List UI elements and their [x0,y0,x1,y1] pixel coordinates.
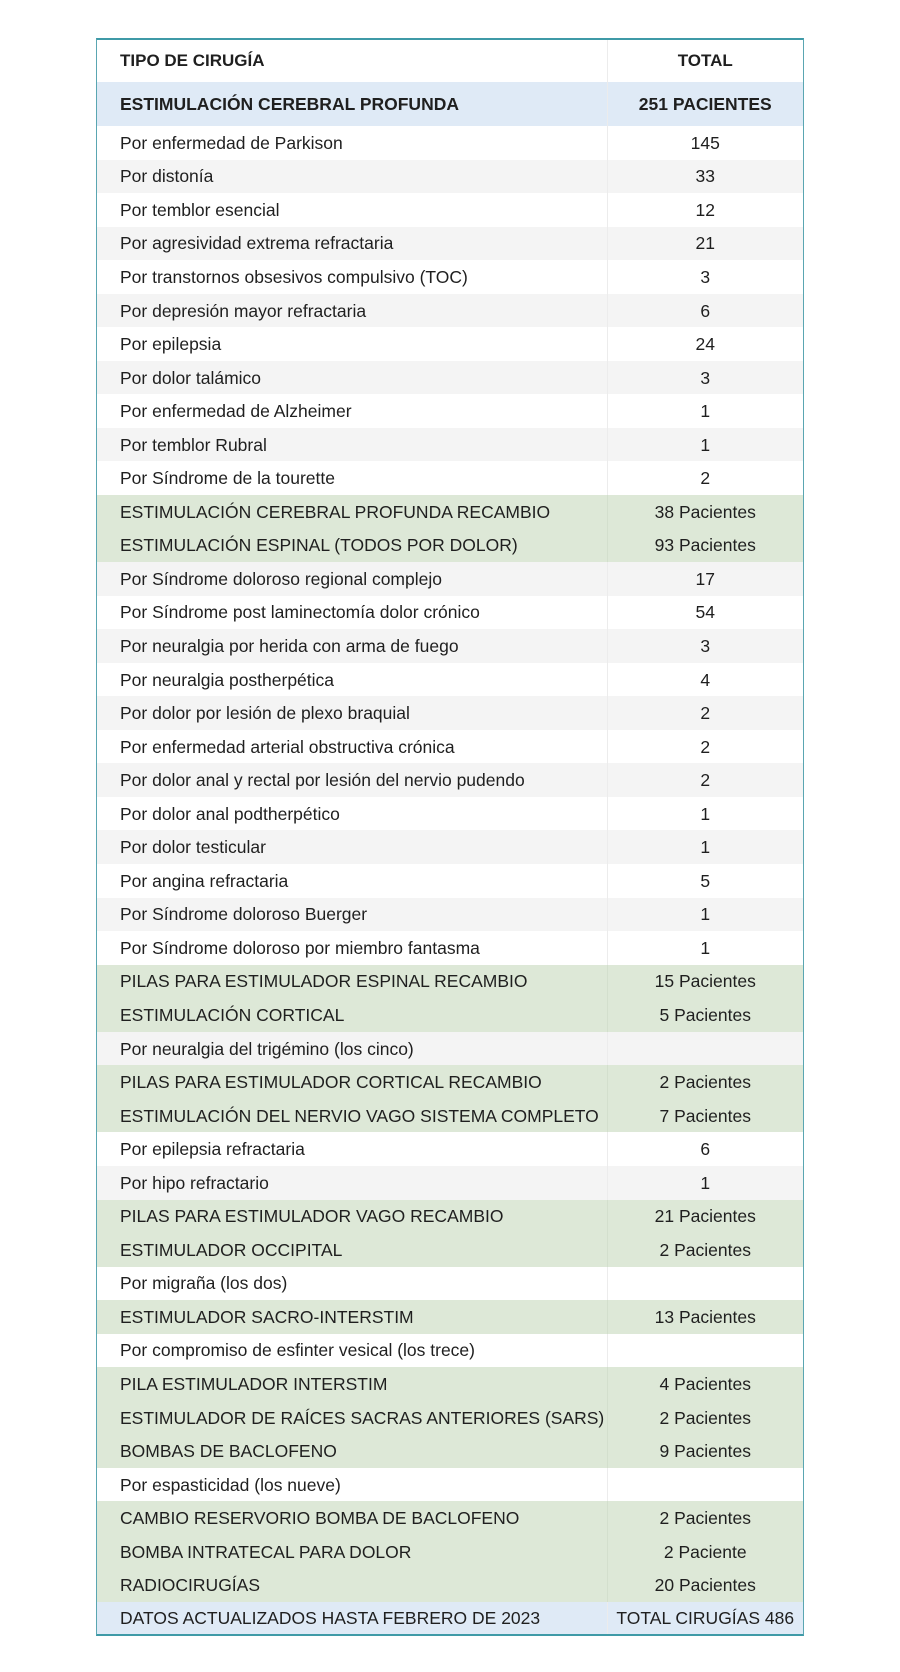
table-row [97,160,803,194]
row-label: Por neuralgia del trigémino (los cinco) [97,1032,607,1066]
section-total: 38 Pacientes [607,495,803,529]
table-row [97,1032,803,1066]
surgery-table-container [96,38,804,1636]
row-total: 1 [607,898,803,932]
row-label: Por distonía [97,160,607,194]
table-row [97,327,803,361]
row-total [607,1032,803,1066]
row-total: 17 [607,562,803,596]
section-row [97,529,803,563]
row-total: 2 [607,461,803,495]
row-label: Por temblor Rubral [97,428,607,462]
section-label: ESTIMULADOR DE RAÍCES SACRAS ANTERIORES (SARS) [97,1401,607,1435]
footer-updated-note: DATOS ACTUALIZADOS HASTA FEBRERO DE 2023 [97,1602,607,1634]
section-total: 2 Pacientes [607,1501,803,1535]
section-row [97,495,803,529]
section-total: 93 Pacientes [607,529,803,563]
row-label: Por espasticidad (los nueve) [97,1468,607,1502]
row-total: 2 [607,696,803,730]
section-label: PILAS PARA ESTIMULADOR VAGO RECAMBIO [97,1200,607,1234]
table-row [97,763,803,797]
surgery-table [97,40,803,1634]
table-header-row [97,40,803,82]
row-label: Por neuralgia por herida con arma de fuego [97,629,607,663]
row-label: Por enfermedad de Alzheimer [97,394,607,428]
section-row [97,1401,803,1435]
section-label: ESTIMULACIÓN CEREBRAL PROFUNDA RECAMBIO [97,495,607,529]
row-label: Por hipo refractario [97,1166,607,1200]
section-label: PILA ESTIMULADOR INTERSTIM [97,1367,607,1401]
row-label: Por temblor esencial [97,193,607,227]
section-total: 20 Pacientes [607,1569,803,1603]
row-label: Por Síndrome doloroso Buerger [97,898,607,932]
section-label: CAMBIO RESERVORIO BOMBA DE BACLOFENO [97,1501,607,1535]
row-total: 3 [607,260,803,294]
row-label: Por dolor por lesión de plexo braquial [97,696,607,730]
row-total [607,1267,803,1301]
section-total: 2 Pacientes [607,1233,803,1267]
table-row [97,898,803,932]
row-total: 6 [607,294,803,328]
table-row [97,696,803,730]
section-total: 13 Pacientes [607,1300,803,1334]
row-total: 1 [607,1166,803,1200]
section-row [97,1233,803,1267]
table-row [97,1468,803,1502]
row-total: 2 [607,730,803,764]
row-label: Por enfermedad arterial obstructiva crónica [97,730,607,764]
row-total: 2 [607,763,803,797]
section-total: 251 PACIENTES [607,82,803,126]
table-row [97,596,803,630]
section-label: PILAS PARA ESTIMULADOR ESPINAL RECAMBIO [97,965,607,999]
section-row [97,1434,803,1468]
table-row [97,864,803,898]
section-label: ESTIMULACIÓN CEREBRAL PROFUNDA [97,82,607,126]
table-row [97,394,803,428]
footer-total-surgeries: TOTAL CIRUGÍAS 486 [607,1602,803,1634]
table-row [97,1166,803,1200]
section-row [97,998,803,1032]
table-row [97,461,803,495]
row-label: Por epilepsia refractaria [97,1132,607,1166]
row-label: Por depresión mayor refractaria [97,294,607,328]
row-total: 3 [607,629,803,663]
section-total: 9 Pacientes [607,1434,803,1468]
section-row [97,1535,803,1569]
section-label: ESTIMULACIÓN CORTICAL [97,998,607,1032]
row-label: Por migraña (los dos) [97,1267,607,1301]
row-total: 6 [607,1132,803,1166]
table-row [97,428,803,462]
table-row [97,629,803,663]
row-total: 5 [607,864,803,898]
row-total [607,1334,803,1368]
row-label: Por dolor talámico [97,361,607,395]
row-label: Por dolor anal podtherpético [97,797,607,831]
row-label: Por Síndrome de la tourette [97,461,607,495]
row-total: 33 [607,160,803,194]
section-total: 21 Pacientes [607,1200,803,1234]
row-label: Por enfermedad de Parkison [97,126,607,160]
table-row [97,730,803,764]
section-label: BOMBAS DE BACLOFENO [97,1434,607,1468]
section-label: PILAS PARA ESTIMULADOR CORTICAL RECAMBIO [97,1065,607,1099]
header-surgery-type: TIPO DE CIRUGÍA [97,40,607,82]
section-total: 2 Pacientes [607,1401,803,1435]
row-label: Por dolor testicular [97,830,607,864]
header-total: TOTAL [607,40,803,82]
main-section-row [97,82,803,126]
table-row [97,663,803,697]
row-total: 3 [607,361,803,395]
section-label: ESTIMULACIÓN ESPINAL (TODOS POR DOLOR) [97,529,607,563]
section-total: 4 Pacientes [607,1367,803,1401]
section-label: ESTIMULADOR SACRO-INTERSTIM [97,1300,607,1334]
row-total [607,1468,803,1502]
section-row [97,1501,803,1535]
row-total: 145 [607,126,803,160]
row-total: 12 [607,193,803,227]
table-row [97,1132,803,1166]
table-row [97,126,803,160]
row-total: 1 [607,931,803,965]
table-row [97,294,803,328]
section-row [97,1300,803,1334]
row-label: Por angina refractaria [97,864,607,898]
row-total: 1 [607,394,803,428]
row-label: Por neuralgia postherpética [97,663,607,697]
row-total: 1 [607,830,803,864]
row-total: 1 [607,797,803,831]
section-total: 2 Pacientes [607,1065,803,1099]
table-row [97,830,803,864]
section-label: ESTIMULADOR OCCIPITAL [97,1233,607,1267]
section-row [97,1065,803,1099]
row-label: Por Síndrome doloroso regional complejo [97,562,607,596]
section-label: RADIOCIRUGÍAS [97,1569,607,1603]
row-label: Por dolor anal y rectal por lesión del nervio pudendo [97,763,607,797]
row-label: Por epilepsia [97,327,607,361]
table-row [97,931,803,965]
row-total: 54 [607,596,803,630]
table-row [97,1334,803,1368]
section-label: BOMBA INTRATECAL PARA DOLOR [97,1535,607,1569]
table-row [97,797,803,831]
table-row [97,227,803,261]
row-total: 4 [607,663,803,697]
row-label: Por compromiso de esfinter vesical (los trece) [97,1334,607,1368]
section-total: 2 Paciente [607,1535,803,1569]
row-total: 21 [607,227,803,261]
footer-row [97,1602,803,1634]
section-total: 7 Pacientes [607,1099,803,1133]
row-total: 24 [607,327,803,361]
table-row [97,562,803,596]
row-label: Por agresividad extrema refractaria [97,227,607,261]
table-row [97,260,803,294]
table-row [97,1267,803,1301]
section-label: ESTIMULACIÓN DEL NERVIO VAGO SISTEMA COMPLETO [97,1099,607,1133]
section-row [97,965,803,999]
section-row [97,1569,803,1603]
section-total: 15 Pacientes [607,965,803,999]
row-label: Por Síndrome post laminectomía dolor crónico [97,596,607,630]
section-row [97,1200,803,1234]
table-row [97,361,803,395]
row-label: Por Síndrome doloroso por miembro fantasma [97,931,607,965]
section-row [97,1367,803,1401]
row-total: 1 [607,428,803,462]
section-total: 5 Pacientes [607,998,803,1032]
row-label: Por transtornos obsesivos compulsivo (TOC) [97,260,607,294]
table-row [97,193,803,227]
section-row [97,1099,803,1133]
